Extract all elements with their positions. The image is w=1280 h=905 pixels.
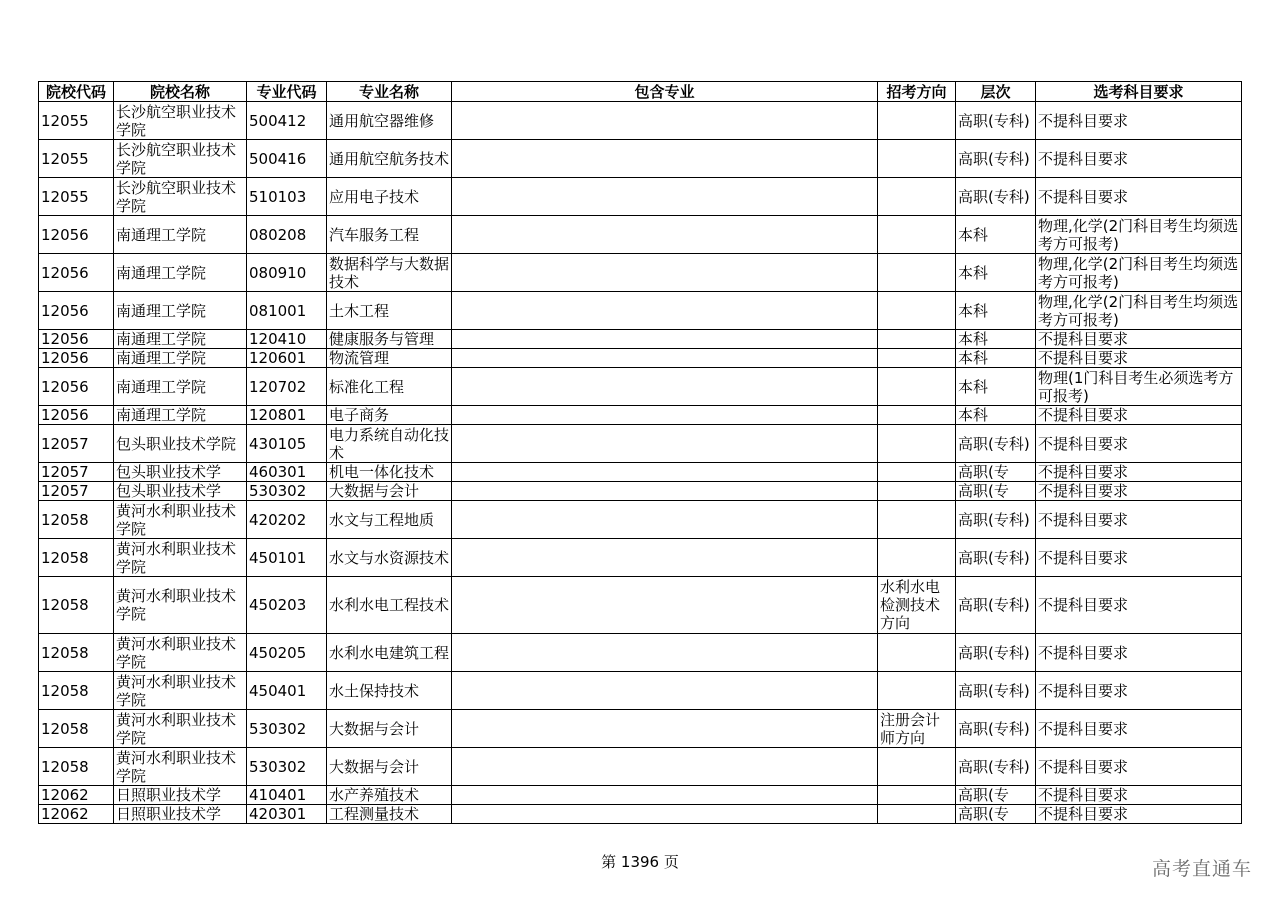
- cell-school-name: 长沙航空职业技术学院: [114, 102, 247, 140]
- cell-major-code: 450205: [247, 634, 327, 672]
- cell-level: 高职(专科): [956, 539, 1036, 577]
- cell-major-name: 土木工程: [327, 292, 452, 330]
- cell-direction: [878, 406, 956, 425]
- cell-subject-requirement: 不提科目要求: [1036, 786, 1242, 805]
- cell-subject-requirement: 不提科目要求: [1036, 102, 1242, 140]
- cell-included-majors: [452, 482, 878, 501]
- cell-major-code: 530302: [247, 710, 327, 748]
- table-row: [39, 368, 1242, 406]
- cell-subject-requirement: 物理(1门科目考生必须选考方可报考): [1036, 368, 1242, 406]
- cell-direction: [878, 539, 956, 577]
- cell-direction: [878, 292, 956, 330]
- cell-school-name: 南通理工学院: [114, 216, 247, 254]
- table-row: [39, 634, 1242, 672]
- cell-school-name: 长沙航空职业技术学院: [114, 140, 247, 178]
- cell-included-majors: [452, 140, 878, 178]
- cell-level: 高职(专: [956, 463, 1036, 482]
- table-row: [39, 786, 1242, 805]
- cell-subject-requirement: 不提科目要求: [1036, 672, 1242, 710]
- table-row: [39, 292, 1242, 330]
- cell-included-majors: [452, 330, 878, 349]
- cell-school-name: 黄河水利职业技术学院: [114, 501, 247, 539]
- table-row: [39, 140, 1242, 178]
- table-row: [39, 672, 1242, 710]
- header-included-majors: 包含专业: [452, 82, 878, 102]
- header-major-code: 专业代码: [247, 82, 327, 102]
- cell-major-code: 450101: [247, 539, 327, 577]
- cell-major-code: 080910: [247, 254, 327, 292]
- table-header-row: [39, 82, 1242, 102]
- cell-direction: [878, 463, 956, 482]
- cell-level: 高职(专科): [956, 140, 1036, 178]
- cell-major-code: 510103: [247, 178, 327, 216]
- cell-major-code: 420202: [247, 501, 327, 539]
- cell-school-name: 黄河水利职业技术学院: [114, 748, 247, 786]
- cell-subject-requirement: 不提科目要求: [1036, 710, 1242, 748]
- cell-direction: [878, 216, 956, 254]
- table-row: [39, 710, 1242, 748]
- cell-major-code: 530302: [247, 482, 327, 501]
- cell-school-name: 包头职业技术学院: [114, 425, 247, 463]
- table-row: [39, 330, 1242, 349]
- table-row: [39, 406, 1242, 425]
- cell-included-majors: [452, 463, 878, 482]
- header-major-name: 专业名称: [327, 82, 452, 102]
- cell-school-code: 12058: [39, 672, 114, 710]
- cell-school-name: 黄河水利职业技术学院: [114, 539, 247, 577]
- table-row: [39, 425, 1242, 463]
- cell-direction: [878, 786, 956, 805]
- cell-school-code: 12056: [39, 368, 114, 406]
- cell-included-majors: [452, 349, 878, 368]
- cell-subject-requirement: 不提科目要求: [1036, 634, 1242, 672]
- cell-included-majors: [452, 634, 878, 672]
- cell-direction: [878, 254, 956, 292]
- cell-school-name: 黄河水利职业技术学院: [114, 672, 247, 710]
- cell-included-majors: [452, 292, 878, 330]
- cell-school-code: 12058: [39, 634, 114, 672]
- cell-major-code: 081001: [247, 292, 327, 330]
- cell-school-name: 南通理工学院: [114, 368, 247, 406]
- header-school-name: 院校名称: [114, 82, 247, 102]
- cell-included-majors: [452, 748, 878, 786]
- watermark: 高考直通车: [1151, 858, 1252, 880]
- cell-major-code: 430105: [247, 425, 327, 463]
- cell-school-name: 包头职业技术学: [114, 482, 247, 501]
- cell-school-code: 12055: [39, 102, 114, 140]
- cell-major-code: 120801: [247, 406, 327, 425]
- header-level: 层次: [956, 82, 1036, 102]
- cell-school-name: 南通理工学院: [114, 349, 247, 368]
- cell-included-majors: [452, 425, 878, 463]
- header-school-code: 院校代码: [39, 82, 114, 102]
- cell-direction: [878, 634, 956, 672]
- cell-major-name: 标准化工程: [327, 368, 452, 406]
- cell-included-majors: [452, 216, 878, 254]
- table-row: [39, 349, 1242, 368]
- cell-subject-requirement: 不提科目要求: [1036, 406, 1242, 425]
- cell-school-name: 黄河水利职业技术学院: [114, 710, 247, 748]
- cell-school-name: 日照职业技术学: [114, 786, 247, 805]
- cell-school-code: 12058: [39, 501, 114, 539]
- cell-level: 本科: [956, 292, 1036, 330]
- cell-subject-requirement: 物理,化学(2门科目考生均须选考方可报考): [1036, 216, 1242, 254]
- cell-subject-requirement: 不提科目要求: [1036, 748, 1242, 786]
- cell-school-code: 12056: [39, 292, 114, 330]
- cell-major-name: 通用航空航务技术: [327, 140, 452, 178]
- cell-included-majors: [452, 501, 878, 539]
- cell-major-code: 120702: [247, 368, 327, 406]
- cell-subject-requirement: 不提科目要求: [1036, 539, 1242, 577]
- cell-level: 高职(专: [956, 805, 1036, 824]
- cell-school-code: 12058: [39, 577, 114, 634]
- cell-level: 本科: [956, 330, 1036, 349]
- cell-direction: [878, 178, 956, 216]
- cell-major-name: 电力系统自动化技术: [327, 425, 452, 463]
- cell-direction: [878, 805, 956, 824]
- cell-level: 高职(专科): [956, 710, 1036, 748]
- cell-major-name: 数据科学与大数据技术: [327, 254, 452, 292]
- cell-level: 本科: [956, 349, 1036, 368]
- cell-level: 本科: [956, 406, 1036, 425]
- cell-included-majors: [452, 102, 878, 140]
- cell-major-code: 530302: [247, 748, 327, 786]
- cell-included-majors: [452, 178, 878, 216]
- cell-level: 高职(专科): [956, 102, 1036, 140]
- cell-direction: [878, 501, 956, 539]
- cell-major-name: 水产养殖技术: [327, 786, 452, 805]
- cell-major-name: 大数据与会计: [327, 748, 452, 786]
- cell-subject-requirement: 不提科目要求: [1036, 482, 1242, 501]
- cell-level: 高职(专: [956, 482, 1036, 501]
- cell-included-majors: [452, 786, 878, 805]
- cell-level: 高职(专科): [956, 748, 1036, 786]
- table-row: [39, 216, 1242, 254]
- cell-level: 高职(专科): [956, 425, 1036, 463]
- cell-major-name: 水文与工程地质: [327, 501, 452, 539]
- cell-major-name: 健康服务与管理: [327, 330, 452, 349]
- cell-major-name: 大数据与会计: [327, 482, 452, 501]
- cell-school-code: 12056: [39, 330, 114, 349]
- cell-school-code: 12058: [39, 748, 114, 786]
- cell-school-name: 南通理工学院: [114, 292, 247, 330]
- cell-direction: [878, 140, 956, 178]
- table-row: [39, 501, 1242, 539]
- cell-major-code: 450401: [247, 672, 327, 710]
- cell-school-name: 长沙航空职业技术学院: [114, 178, 247, 216]
- cell-included-majors: [452, 539, 878, 577]
- cell-major-code: 120410: [247, 330, 327, 349]
- cell-subject-requirement: 不提科目要求: [1036, 140, 1242, 178]
- cell-included-majors: [452, 254, 878, 292]
- table-row: [39, 748, 1242, 786]
- cell-major-name: 水利水电建筑工程: [327, 634, 452, 672]
- cell-level: 高职(专科): [956, 178, 1036, 216]
- cell-subject-requirement: 物理,化学(2门科目考生均须选考方可报考): [1036, 254, 1242, 292]
- cell-included-majors: [452, 577, 878, 634]
- cell-school-code: 12055: [39, 140, 114, 178]
- cell-major-name: 水土保持技术: [327, 672, 452, 710]
- cell-direction: [878, 672, 956, 710]
- cell-school-code: 12056: [39, 349, 114, 368]
- cell-direction: 水利水电检测技术方向: [878, 577, 956, 634]
- cell-major-code: 120601: [247, 349, 327, 368]
- cell-school-code: 12062: [39, 786, 114, 805]
- cell-included-majors: [452, 368, 878, 406]
- header-subject-requirement: 选考科目要求: [1036, 82, 1242, 102]
- cell-level: 高职(专科): [956, 501, 1036, 539]
- cell-subject-requirement: 不提科目要求: [1036, 501, 1242, 539]
- cell-major-name: 大数据与会计: [327, 710, 452, 748]
- cell-school-code: 12055: [39, 178, 114, 216]
- page-number: 第 1396 页: [601, 853, 679, 871]
- header-direction: 招考方向: [878, 82, 956, 102]
- cell-level: 高职(专: [956, 786, 1036, 805]
- cell-included-majors: [452, 805, 878, 824]
- cell-subject-requirement: 不提科目要求: [1036, 577, 1242, 634]
- cell-major-code: 410401: [247, 786, 327, 805]
- cell-level: 本科: [956, 216, 1036, 254]
- cell-direction: [878, 748, 956, 786]
- table-row: [39, 482, 1242, 501]
- cell-school-code: 12056: [39, 406, 114, 425]
- cell-school-name: 南通理工学院: [114, 330, 247, 349]
- cell-subject-requirement: 不提科目要求: [1036, 463, 1242, 482]
- cell-major-name: 应用电子技术: [327, 178, 452, 216]
- cell-school-code: 12057: [39, 482, 114, 501]
- cell-major-code: 420301: [247, 805, 327, 824]
- table-row: [39, 178, 1242, 216]
- cell-major-name: 物流管理: [327, 349, 452, 368]
- cell-major-name: 电子商务: [327, 406, 452, 425]
- table-row: [39, 102, 1242, 140]
- cell-school-name: 南通理工学院: [114, 254, 247, 292]
- cell-subject-requirement: 不提科目要求: [1036, 178, 1242, 216]
- cell-major-name: 通用航空器维修: [327, 102, 452, 140]
- cell-direction: [878, 102, 956, 140]
- cell-school-code: 12062: [39, 805, 114, 824]
- cell-major-name: 汽车服务工程: [327, 216, 452, 254]
- cell-school-code: 12056: [39, 216, 114, 254]
- cell-school-code: 12057: [39, 463, 114, 482]
- cell-school-name: 日照职业技术学: [114, 805, 247, 824]
- cell-school-name: 黄河水利职业技术学院: [114, 634, 247, 672]
- cell-direction: 注册会计师方向: [878, 710, 956, 748]
- table-row: [39, 254, 1242, 292]
- cell-direction: [878, 425, 956, 463]
- cell-major-name: 工程测量技术: [327, 805, 452, 824]
- cell-school-name: 包头职业技术学: [114, 463, 247, 482]
- cell-school-code: 12058: [39, 710, 114, 748]
- cell-school-name: 黄河水利职业技术学院: [114, 577, 247, 634]
- cell-included-majors: [452, 710, 878, 748]
- cell-school-code: 12057: [39, 425, 114, 463]
- table-row: [39, 463, 1242, 482]
- cell-direction: [878, 482, 956, 501]
- cell-level: 本科: [956, 368, 1036, 406]
- cell-included-majors: [452, 672, 878, 710]
- cell-school-name: 南通理工学院: [114, 406, 247, 425]
- cell-school-code: 12058: [39, 539, 114, 577]
- cell-major-code: 460301: [247, 463, 327, 482]
- table-row: [39, 539, 1242, 577]
- cell-level: 高职(专科): [956, 672, 1036, 710]
- admission-table: [38, 81, 1242, 824]
- table-row: [39, 577, 1242, 634]
- cell-major-code: 500412: [247, 102, 327, 140]
- cell-major-code: 500416: [247, 140, 327, 178]
- cell-subject-requirement: 不提科目要求: [1036, 425, 1242, 463]
- cell-major-name: 机电一体化技术: [327, 463, 452, 482]
- cell-subject-requirement: 不提科目要求: [1036, 349, 1242, 368]
- cell-subject-requirement: 不提科目要求: [1036, 330, 1242, 349]
- cell-level: 高职(专科): [956, 634, 1036, 672]
- cell-level: 本科: [956, 254, 1036, 292]
- cell-major-name: 水利水电工程技术: [327, 577, 452, 634]
- cell-school-code: 12056: [39, 254, 114, 292]
- cell-subject-requirement: 不提科目要求: [1036, 805, 1242, 824]
- cell-direction: [878, 368, 956, 406]
- table-row: [39, 805, 1242, 824]
- cell-major-code: 450203: [247, 577, 327, 634]
- cell-direction: [878, 349, 956, 368]
- cell-subject-requirement: 物理,化学(2门科目考生均须选考方可报考): [1036, 292, 1242, 330]
- cell-direction: [878, 330, 956, 349]
- cell-level: 高职(专科): [956, 577, 1036, 634]
- cell-included-majors: [452, 406, 878, 425]
- cell-major-code: 080208: [247, 216, 327, 254]
- cell-major-name: 水文与水资源技术: [327, 539, 452, 577]
